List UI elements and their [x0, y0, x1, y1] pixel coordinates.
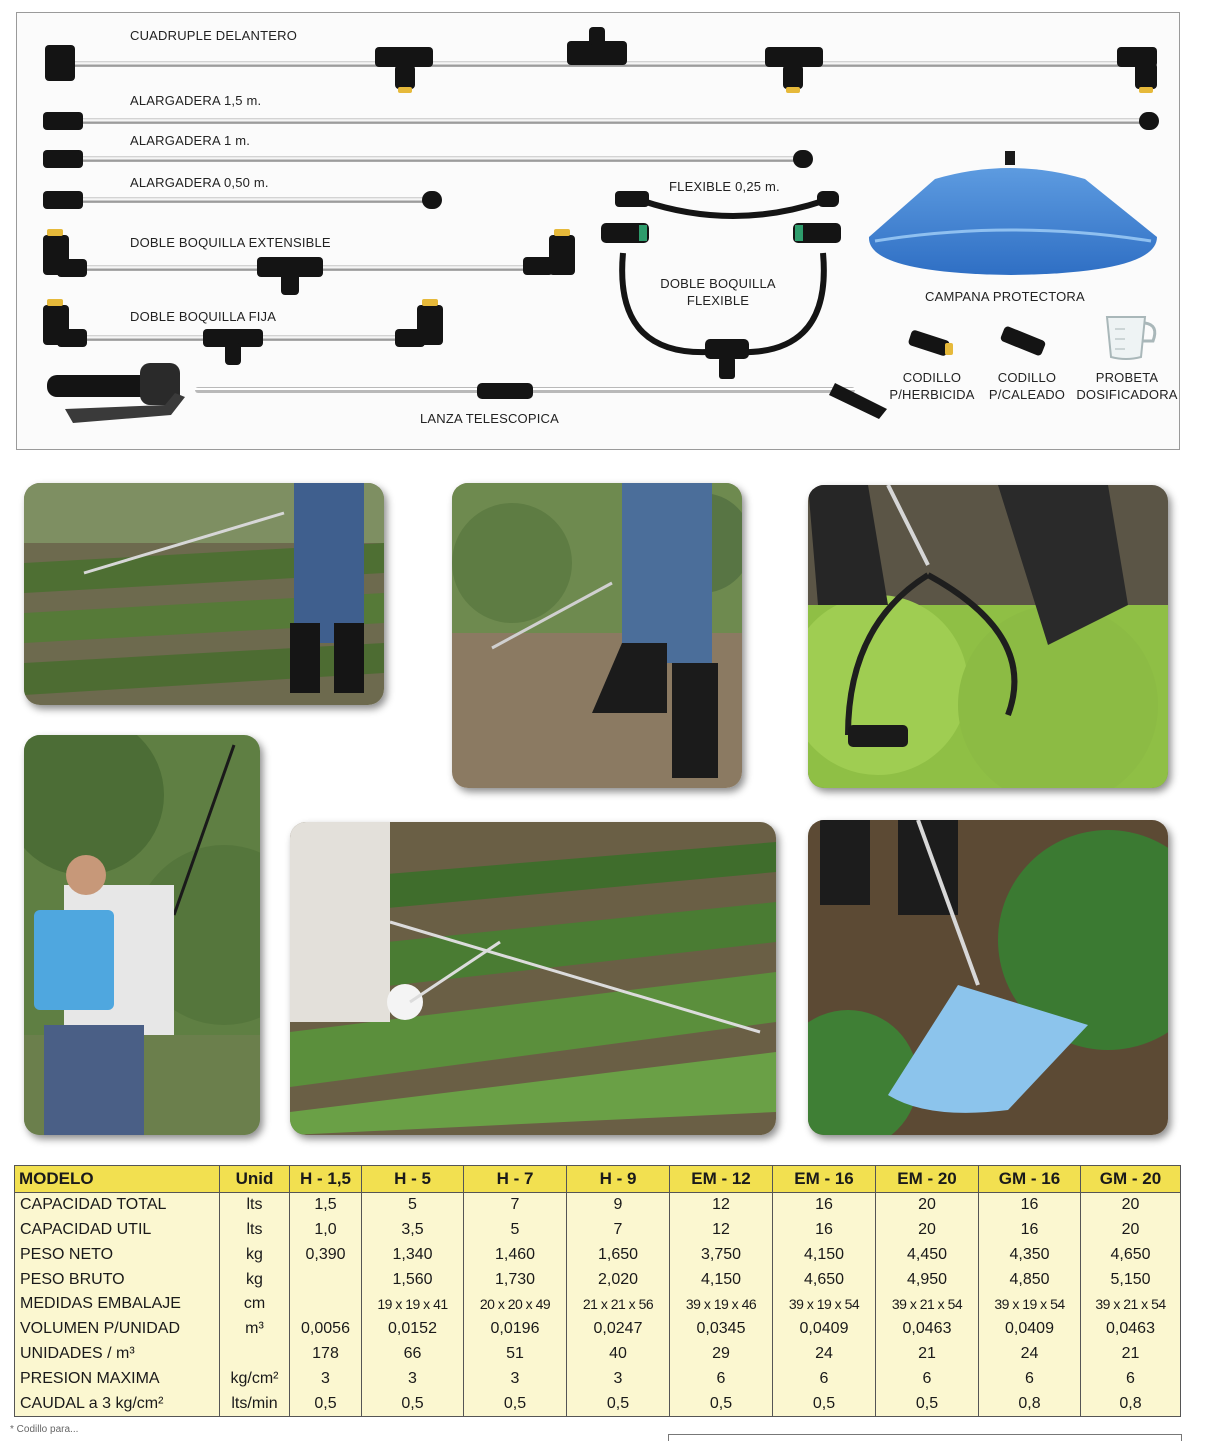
nozzle-tip	[47, 299, 63, 306]
unit-cell: lts	[220, 1218, 290, 1243]
row-label: MEDIDAS EMBALAJE	[15, 1292, 220, 1317]
photo-campana-carrots	[808, 820, 1168, 1135]
table-row	[15, 1391, 1181, 1416]
unit-cell: kg/cm²	[220, 1366, 290, 1391]
header-gm16: GM - 16	[979, 1166, 1081, 1193]
value-cell: 4,350	[979, 1243, 1081, 1268]
value-cell: 9	[567, 1193, 670, 1218]
row-label: PESO NETO	[15, 1243, 220, 1268]
value-cell: 4,150	[670, 1267, 773, 1292]
value-cell: 6	[1081, 1366, 1181, 1391]
rod-end-cap	[1139, 112, 1159, 130]
value-cell: 0,0409	[979, 1317, 1081, 1342]
value-cell: 0,5	[362, 1391, 464, 1416]
row-label: PRESION MAXIMA	[15, 1366, 220, 1391]
value-cell: 24	[979, 1342, 1081, 1367]
label-alargadera-050: ALARGADERA 0,50 m.	[130, 175, 269, 190]
unit-cell: m³	[220, 1317, 290, 1342]
value-cell: 0,0247	[567, 1317, 670, 1342]
nozzle-tip	[422, 299, 438, 306]
table-row	[15, 1366, 1181, 1391]
value-cell: 16	[979, 1218, 1081, 1243]
unit-cell: kg	[220, 1267, 290, 1292]
header-em16: EM - 16	[773, 1166, 876, 1193]
value-cell: 0,0196	[464, 1317, 567, 1342]
rod-connector	[57, 329, 87, 347]
value-cell: 39 x 19 x 54	[979, 1292, 1081, 1317]
value-cell: 6	[979, 1366, 1081, 1391]
photo-double-nozzle-lettuce	[808, 485, 1168, 788]
value-cell: 0,5	[464, 1391, 567, 1416]
unit-cell	[220, 1342, 290, 1367]
value-cell: 4,450	[876, 1243, 979, 1268]
header-h15: H - 1,5	[290, 1166, 362, 1193]
tee-connector	[375, 47, 433, 67]
value-cell: 1,460	[464, 1243, 567, 1268]
value-cell: 1,650	[567, 1243, 670, 1268]
row-label: UNIDADES / m³	[15, 1342, 220, 1367]
nozzle-tip	[554, 229, 570, 236]
photo-backpack-sprayer	[24, 735, 260, 1135]
row-label: PESO BRUTO	[15, 1267, 220, 1292]
value-cell: 1,5	[290, 1193, 362, 1218]
value-cell: 16	[979, 1193, 1081, 1218]
value-cell: 16	[773, 1193, 876, 1218]
value-cell: 0,0056	[290, 1317, 362, 1342]
value-cell: 4,650	[773, 1267, 876, 1292]
nozzle-body	[395, 65, 415, 89]
header-unid: Unid	[220, 1166, 290, 1193]
photo-boots-spraying	[452, 483, 742, 788]
header-modelo: MODELO	[15, 1166, 220, 1193]
value-cell: 0,0409	[773, 1317, 876, 1342]
label-doble-flexible: DOBLE BOQUILLA FLEXIBLE	[660, 276, 776, 308]
value-cell: 20	[1081, 1193, 1181, 1218]
rod-connector	[43, 191, 83, 209]
elbow-connector	[45, 45, 75, 81]
cross-inlet	[589, 27, 605, 45]
unit-cell: lts	[220, 1193, 290, 1218]
value-cell: 0,5	[290, 1391, 362, 1416]
nozzle-elbow	[549, 235, 575, 275]
codillo-caleado-image	[1000, 325, 1047, 356]
label-doble-extensible: DOBLE BOQUILLA EXTENSIBLE	[130, 235, 331, 250]
value-cell: 6	[670, 1366, 773, 1391]
label-cuadruple: CUADRUPLE DELANTERO	[130, 28, 298, 43]
label-codillo-caleado: CODILLO P/CALEADO	[988, 370, 1066, 402]
value-cell: 21	[876, 1342, 979, 1367]
value-cell: 39 x 21 x 54	[1081, 1292, 1181, 1317]
alargadera-15-rod	[77, 118, 1147, 124]
nozzle-tip	[945, 343, 953, 355]
rod-end-cap	[422, 191, 442, 209]
value-cell: 40	[567, 1342, 670, 1367]
unit-cell: cm	[220, 1292, 290, 1317]
value-cell: 7	[464, 1193, 567, 1218]
value-cell: 2,020	[567, 1267, 670, 1292]
tee-inlet	[281, 273, 299, 295]
nozzle-tip	[398, 87, 412, 93]
rod-connector	[57, 259, 87, 277]
value-cell	[290, 1267, 362, 1292]
row-label: CAPACIDAD TOTAL	[15, 1193, 220, 1218]
value-cell: 0,5	[876, 1391, 979, 1416]
table-row	[15, 1243, 1181, 1268]
label-probeta: PROBETA DOSIFICADORA	[1076, 370, 1178, 402]
value-cell: 0,8	[979, 1391, 1081, 1416]
value-cell: 4,150	[773, 1243, 876, 1268]
value-cell: 178	[290, 1342, 362, 1367]
value-cell: 7	[567, 1218, 670, 1243]
accessories-panel	[16, 12, 1180, 450]
value-cell: 0,0152	[362, 1317, 464, 1342]
value-cell: 39 x 21 x 54	[876, 1292, 979, 1317]
unit-cell: kg	[220, 1243, 290, 1268]
value-cell: 0,390	[290, 1243, 362, 1268]
tee-connector	[765, 47, 823, 67]
value-cell: 3	[362, 1366, 464, 1391]
unit-cell: lts/min	[220, 1391, 290, 1416]
probeta-image	[1101, 311, 1161, 363]
value-cell: 4,650	[1081, 1243, 1181, 1268]
nozzle-body	[1135, 63, 1157, 89]
alargadera-050-rod	[77, 197, 427, 203]
header-h7: H - 7	[464, 1166, 567, 1193]
value-cell	[290, 1292, 362, 1317]
nozzle-elbow	[417, 305, 443, 345]
value-cell: 51	[464, 1342, 567, 1367]
value-cell: 3	[464, 1366, 567, 1391]
value-cell: 5,150	[1081, 1267, 1181, 1292]
value-cell: 1,0	[290, 1218, 362, 1243]
campana-protectora-image	[865, 149, 1161, 279]
value-cell: 0,8	[1081, 1391, 1181, 1416]
value-cell: 39 x 19 x 54	[773, 1292, 876, 1317]
table-row	[15, 1267, 1181, 1292]
value-cell: 6	[876, 1366, 979, 1391]
table-header-row	[15, 1166, 1181, 1193]
value-cell: 66	[362, 1342, 464, 1367]
value-cell: 0,0463	[876, 1317, 979, 1342]
value-cell: 3	[567, 1366, 670, 1391]
value-cell: 20 x 20 x 49	[464, 1292, 567, 1317]
value-cell: 19 x 19 x 41	[362, 1292, 464, 1317]
nozzle-tip	[786, 87, 800, 93]
table-row	[15, 1218, 1181, 1243]
value-cell: 3,5	[362, 1218, 464, 1243]
value-cell: 24	[773, 1342, 876, 1367]
value-cell: 3	[290, 1366, 362, 1391]
value-cell: 29	[670, 1342, 773, 1367]
value-cell: 0,0463	[1081, 1317, 1181, 1342]
value-cell: 0,5	[567, 1391, 670, 1416]
value-cell: 5	[362, 1193, 464, 1218]
header-em12: EM - 12	[670, 1166, 773, 1193]
photo-spraying-row-crops	[24, 483, 384, 705]
value-cell: 1,730	[464, 1267, 567, 1292]
row-label: CAUDAL a 3 kg/cm²	[15, 1391, 220, 1416]
value-cell: 4,850	[979, 1267, 1081, 1292]
value-cell: 0,5	[670, 1391, 773, 1416]
label-codillo-herbicida: CODILLO P/HERBICIDA	[889, 370, 975, 402]
header-gm20: GM - 20	[1081, 1166, 1181, 1193]
value-cell: 0,0345	[670, 1317, 773, 1342]
specifications-table	[14, 1165, 1181, 1417]
value-cell: 16	[773, 1218, 876, 1243]
value-cell: 21 x 21 x 56	[567, 1292, 670, 1317]
nozzle-body	[783, 65, 803, 89]
value-cell: 1,560	[362, 1267, 464, 1292]
row-label: CAPACIDAD UTIL	[15, 1218, 220, 1243]
value-cell: 6	[773, 1366, 876, 1391]
rod-connector	[43, 150, 83, 168]
label-alargadera-1: ALARGADERA 1 m.	[130, 133, 251, 148]
value-cell: 21	[1081, 1342, 1181, 1367]
table-row	[15, 1342, 1181, 1367]
label-doble-fija: DOBLE BOQUILLA FIJA	[130, 309, 277, 324]
rod-connector	[43, 112, 83, 130]
table-row	[15, 1193, 1181, 1218]
footnote: * Codillo para...	[10, 1424, 79, 1435]
value-cell: 39 x 19 x 46	[670, 1292, 773, 1317]
alargadera-1-rod	[77, 156, 797, 162]
label-flexible-025: FLEXIBLE 0,25 m.	[669, 179, 780, 194]
row-label: VOLUMEN P/UNIDAD	[15, 1317, 220, 1342]
label-campana: CAMPANA PROTECTORA	[925, 289, 1085, 304]
table-row	[15, 1317, 1181, 1342]
value-cell: 20	[1081, 1218, 1181, 1243]
value-cell: 12	[670, 1218, 773, 1243]
value-cell: 1,340	[362, 1243, 464, 1268]
nozzle-tip	[47, 229, 63, 236]
label-lanza: LANZA TELESCOPICA	[420, 411, 559, 426]
photo-lettuce-field-spraying	[290, 822, 776, 1135]
nozzle-tip	[1139, 87, 1153, 93]
value-cell: 0,5	[773, 1391, 876, 1416]
value-cell: 3,750	[670, 1243, 773, 1268]
value-cell: 5	[464, 1218, 567, 1243]
label-alargadera-15: ALARGADERA 1,5 m.	[130, 93, 262, 108]
rod-end-cap	[793, 150, 813, 168]
value-cell: 4,950	[876, 1267, 979, 1292]
value-cell: 20	[876, 1218, 979, 1243]
header-h5: H - 5	[362, 1166, 464, 1193]
value-cell: 20	[876, 1193, 979, 1218]
table-row	[15, 1292, 1181, 1317]
header-h9: H - 9	[567, 1166, 670, 1193]
header-em20: EM - 20	[876, 1166, 979, 1193]
value-cell: 12	[670, 1193, 773, 1218]
